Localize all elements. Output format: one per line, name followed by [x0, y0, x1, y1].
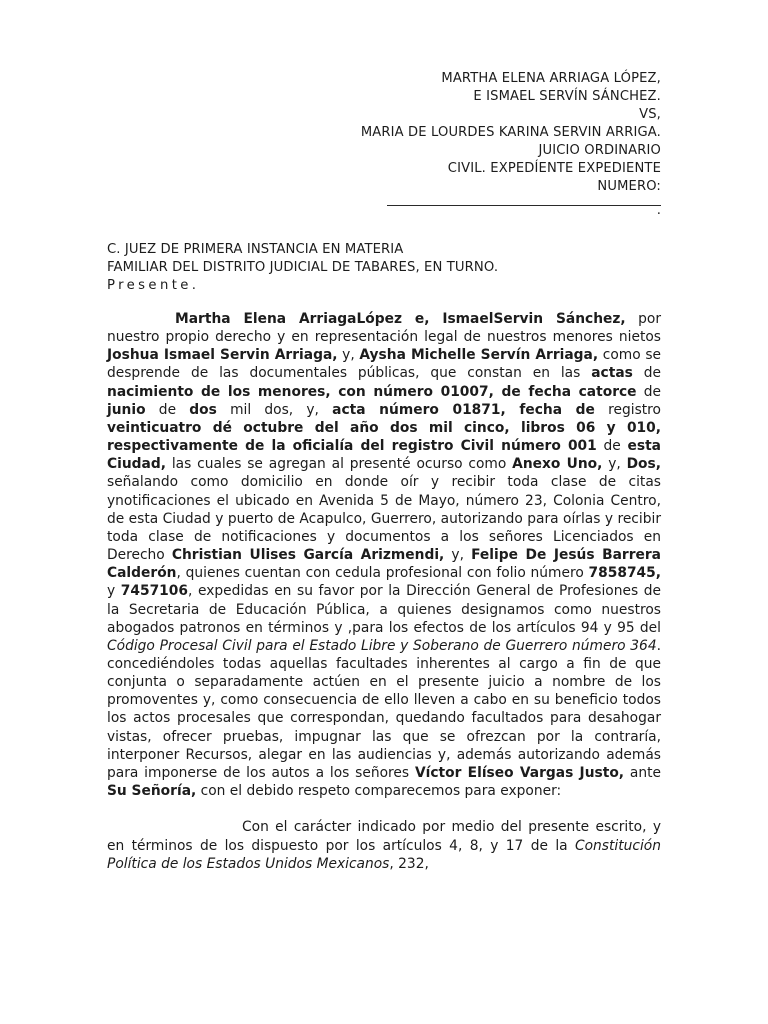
- text-run: por nuestro propio derecho y en representación legal de nuestros menores nietos: [107, 311, 661, 346]
- text-run: con el debido respeto comparecemos para exponer:: [196, 783, 562, 800]
- text-run: Martha Elena ArriagaLópez e, IsmaelServin Sánchez,: [175, 311, 626, 327]
- text-run: de: [145, 401, 190, 418]
- text-run: registro: [594, 401, 661, 418]
- text-run: , quienes cuentan con cedula profesional con folio número: [176, 565, 589, 582]
- text-run: nacimiento de los menores, con número 01007, de fecha catorce: [107, 383, 637, 400]
- text-run: y,: [337, 347, 360, 364]
- text-run: de: [636, 383, 661, 400]
- text-run: 7858745,: [588, 565, 661, 582]
- text-run: las cuales se agregan al presenté ocurso como: [165, 456, 513, 473]
- text-run: Su Señoría,: [107, 783, 197, 800]
- header-line-versus: VS,: [639, 107, 661, 122]
- text-run: Aysha Michelle Servín Arriaga,: [359, 347, 599, 364]
- text-run: Anexo Uno,: [512, 456, 603, 473]
- text-run: de: [596, 438, 628, 455]
- text-run: y: [107, 583, 121, 600]
- text-run: dos: [189, 401, 217, 418]
- header-line-defendant: MARIA DE LOURDES KARINA SERVIN ARRIGA.: [360, 125, 661, 140]
- text-run: mil dos, y,: [216, 401, 333, 418]
- text-run: señalando como domicilio en donde oír y recibir toda clase de citas ynotificaciones el ubicado en Avenida 5 de Mayo, número 23, Colonia Centro, de esta Ciudad y puerto de Acapulco, Guerrero, autorizando para oírlas y recibir toda clase de notificaciones y documentos a los señores Licenciados en Derecho: [107, 474, 661, 564]
- body-paragraph-2: [107, 818, 661, 872]
- header-line-file: CIVIL. EXPEDÍENTE EXPEDIENTE: [447, 161, 661, 176]
- presente-salutation: Presente.: [107, 278, 200, 293]
- text-run: Constitución Política de los Estados Unidos Mexicanos: [107, 837, 661, 872]
- case-header: [301, 70, 661, 218]
- body-paragraph-1: [107, 310, 661, 800]
- text-run: Código Procesal Civil para el Estado Libre y Soberano de Guerrero número 364: [107, 637, 657, 654]
- text-run: . concediéndoles todas aquellas facultades inherentes al cargo a fin de que conjunta o separadamente actúen en el presente juicio a nombre de los promoventes y, como consecuencia de ello lleven a cabo en su beneficio todos los actos procesales que correspondan, quedando facultados para desahogar vistas, ofrecer pruebas, impugnar las que se ofrezcan por la contraría, interponer Recursos, alegar en las audiencias y, además autorizando además para imponerse de los autos a los señores: [107, 637, 661, 781]
- text-run: Dos,: [626, 456, 661, 473]
- text-run: acta número 01871, fecha de: [332, 401, 595, 418]
- text-run: Christian Ulises García Arizmendi,: [171, 547, 445, 564]
- addressee-line-1: C. JUEZ DE PRIMERA INSTANCIA EN MATERIA: [107, 242, 404, 257]
- addressee-line-2: FAMILIAR DEL DISTRITO JUDICIAL DE TABARES, EN TURNO.: [107, 260, 499, 275]
- header-line-number-label: NUMERO:: [597, 179, 661, 194]
- header-line-plaintiff-1: MARTHA ELENA ARRIAGA LÓPEZ,: [441, 71, 661, 86]
- text-run: junio: [107, 401, 146, 418]
- text-run: y,: [444, 547, 472, 564]
- text-run: ante: [624, 764, 661, 781]
- text-run: 7457106: [120, 583, 188, 600]
- text-run: Con el carácter indicado por medio del presente escrito, y en términos de los dispuesto por los artículos 4, 8, y 17 de la: [107, 819, 661, 854]
- header-trailing-mark: .: [656, 203, 661, 218]
- text-run: esta Ciudad,: [107, 438, 661, 473]
- document-body: [107, 310, 661, 873]
- header-line-plaintiff-2: E ISMAEL SERVÍN SÁNCHEZ.: [473, 89, 661, 104]
- text-run: Joshua Ismael Servin Arriaga,: [107, 347, 338, 364]
- text-run: actas: [591, 365, 633, 382]
- text-run: Felipe De Jesús Barrera Calderón: [107, 547, 661, 582]
- text-run: como se desprende de las documentales públicas, que constan en las: [107, 347, 661, 382]
- text-run: veinticuatro dé octubre del año dos mil cinco, libros 06 y 010, respectivamente de la oficialía del registro Civil número 001: [107, 419, 661, 455]
- text-run: de: [632, 365, 661, 382]
- text-run: , expedidas en su favor por la Dirección General de Profesiones de la Secretaria de Educación Pública, a quienes designamos como nuestros abogados patronos en términos y ,para los efectos de los artículos 94 y 95 del: [107, 583, 661, 636]
- text-run: Víctor Elíseo Vargas Justo,: [414, 764, 625, 781]
- text-run: y,: [602, 456, 627, 473]
- header-line-case-type: JUICIO ORDINARIO: [538, 143, 661, 158]
- text-run: , 232,: [389, 855, 429, 872]
- addressee-block: [107, 241, 667, 295]
